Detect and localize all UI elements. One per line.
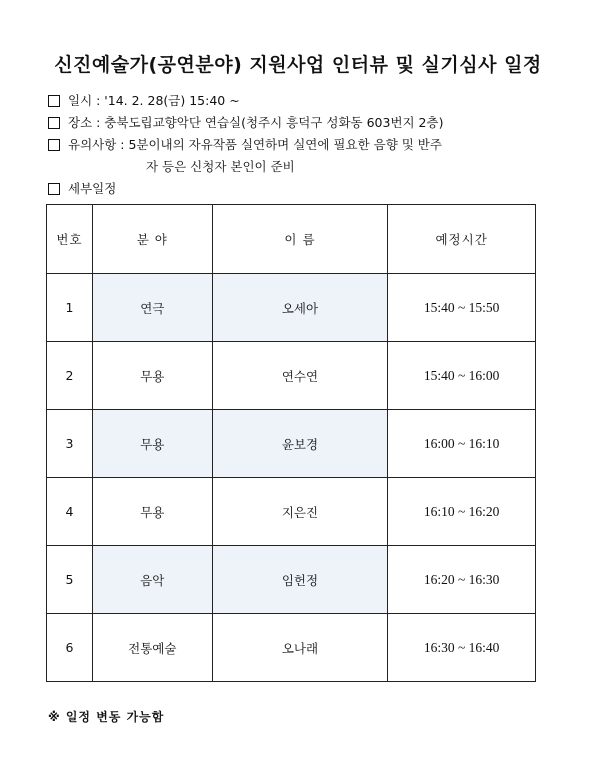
- cell-number: 4: [47, 478, 93, 546]
- header-number: 번호: [47, 205, 93, 274]
- header-field: 분 야: [92, 205, 212, 274]
- cell-number: 3: [47, 410, 93, 478]
- cell-field: 무용: [92, 410, 212, 478]
- place-line: [46, 112, 546, 134]
- cell-time: 16:20 ~ 16:30: [388, 546, 536, 614]
- footer-note: ※ 일정 변동 가능함: [48, 710, 165, 724]
- notice-line: [46, 134, 546, 156]
- schedule-table: [46, 204, 536, 682]
- cell-number: 6: [47, 614, 93, 682]
- table-row: [47, 546, 536, 614]
- checkbox-square-icon: [48, 139, 60, 151]
- cell-field: 음악: [92, 546, 212, 614]
- cell-name: 연수연: [212, 342, 388, 410]
- cell-number: 5: [47, 546, 93, 614]
- notice-text: 유의사항 : 5분이내의 자유작품 실연하며 실연에 필요한 음향 및 반주: [68, 137, 442, 152]
- cell-name: 윤보경: [212, 410, 388, 478]
- cell-name: 임헌정: [212, 546, 388, 614]
- cell-time: 15:40 ~ 15:50: [388, 274, 536, 342]
- details-line: [46, 178, 546, 200]
- cell-time: 16:00 ~ 16:10: [388, 410, 536, 478]
- table-row: [47, 274, 536, 342]
- table-row: [47, 410, 536, 478]
- info-section: [46, 90, 546, 200]
- cell-field: 무용: [92, 342, 212, 410]
- cell-number: 1: [47, 274, 93, 342]
- checkbox-square-icon: [48, 117, 60, 129]
- table-row: [47, 614, 536, 682]
- header-name: 이 름: [212, 205, 388, 274]
- table-header-row: [47, 205, 536, 274]
- table-row: [47, 478, 536, 546]
- cell-number: 2: [47, 342, 93, 410]
- header-time: 예정시간: [388, 205, 536, 274]
- cell-field: 무용: [92, 478, 212, 546]
- cell-name: 오나래: [212, 614, 388, 682]
- checkbox-square-icon: [48, 95, 60, 107]
- cell-time: 16:30 ~ 16:40: [388, 614, 536, 682]
- details-text: 세부일정: [68, 181, 117, 196]
- notice-continuation: 자 등은 신청자 본인이 준비: [146, 159, 295, 174]
- date-text: 일시 : '14. 2. 28(금) 15:40 ~: [68, 93, 240, 108]
- cell-time: 16:10 ~ 16:20: [388, 478, 536, 546]
- table-row: [47, 342, 536, 410]
- cell-time: 15:40 ~ 16:00: [388, 342, 536, 410]
- document-title: 신진예술가(공연분야) 지원사업 인터뷰 및 실기심사 일정: [54, 54, 542, 76]
- cell-name: 지은진: [212, 478, 388, 546]
- cell-field: 연극: [92, 274, 212, 342]
- cell-field: 전통예술: [92, 614, 212, 682]
- date-line: [46, 90, 546, 112]
- cell-name: 오세아: [212, 274, 388, 342]
- checkbox-square-icon: [48, 183, 60, 195]
- place-text: 장소 : 충북도립교향악단 연습실(청주시 흥덕구 성화동 603번지 2층): [68, 115, 444, 130]
